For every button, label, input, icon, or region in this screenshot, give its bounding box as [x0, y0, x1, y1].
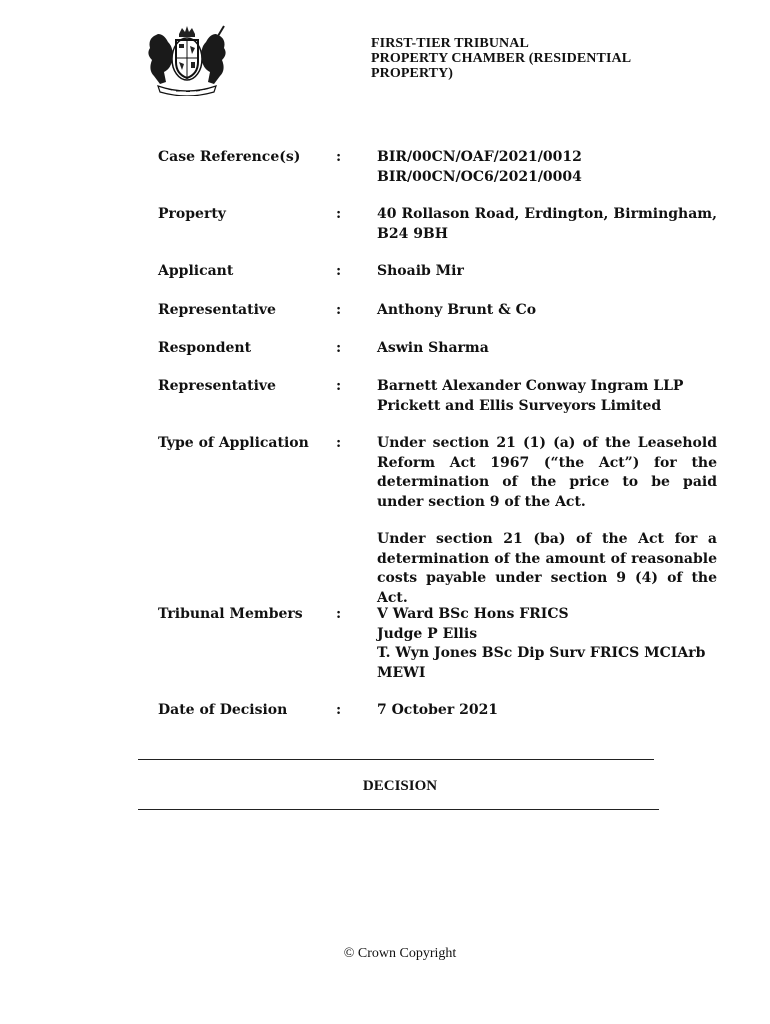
separator: :	[336, 263, 342, 279]
tribunal-line: PROPERTY)	[371, 66, 454, 81]
case-reference-value	[377, 148, 717, 187]
decision-heading: DECISION	[362, 778, 438, 794]
tribunal-name	[371, 36, 701, 81]
royal-coat-of-arms-icon	[144, 24, 230, 96]
applicant-representative-value: Anthony Brunt & Co	[377, 302, 537, 318]
separator: :	[336, 149, 342, 165]
application-paragraph: Under section 21 (1) (a) of the Leasehold Reform Act 1967 (“the Act”) for the determination of the price to be paid under section 9 of the Act.	[377, 435, 717, 510]
representative-label: Representative	[158, 302, 276, 318]
type-of-application-label: Type of Application	[158, 435, 309, 451]
representative-line: Prickett and Ellis Surveyors Limited	[377, 397, 662, 414]
tribunal-line: FIRST-TIER TRIBUNAL	[371, 36, 529, 51]
case-reference-line: BIR/00CN/OAF/2021/0012	[377, 149, 582, 165]
representative-label: Representative	[158, 378, 276, 394]
member-line: Judge P Ellis	[377, 625, 478, 642]
property-label: Property	[158, 206, 226, 222]
case-reference-line: BIR/00CN/OC6/2021/0004	[377, 168, 582, 185]
separator: :	[336, 302, 342, 318]
property-value: 40 Rollason Road, Erdington, Birmingham, B24 9BH	[377, 206, 717, 242]
representative-line: Barnett Alexander Conway Ingram LLP	[377, 378, 684, 394]
tribunal-line: PROPERTY CHAMBER (RESIDENTIAL	[371, 51, 632, 66]
member-line: MEWI	[377, 664, 426, 681]
separator: :	[336, 606, 342, 622]
date-of-decision-value: 7 October 2021	[377, 702, 499, 718]
tribunal-members-value	[377, 605, 717, 683]
separator: :	[336, 340, 342, 356]
separator: :	[336, 435, 342, 451]
type-of-application-value	[377, 434, 717, 608]
member-line: V Ward BSc Hons FRICS	[377, 606, 569, 622]
separator: :	[336, 702, 342, 718]
respondent-representative-value	[377, 377, 717, 416]
case-reference-label: Case Reference(s)	[158, 149, 301, 165]
divider-line	[138, 759, 654, 760]
divider-line	[138, 809, 659, 810]
separator: :	[336, 206, 342, 222]
applicant-value: Shoaib Mir	[377, 263, 464, 279]
member-line: T. Wyn Jones BSc Dip Surv FRICS MCIArb	[377, 645, 706, 661]
date-of-decision-label: Date of Decision	[158, 702, 288, 718]
tribunal-members-label: Tribunal Members	[158, 606, 303, 622]
separator: :	[336, 378, 342, 394]
respondent-label: Respondent	[158, 340, 252, 356]
applicant-label: Applicant	[158, 263, 234, 279]
application-paragraph: Under section 21 (ba) of the Act for a determination of the amount of reasonable costs payable under section 9 (4) of the Act.	[377, 531, 717, 606]
respondent-value: Aswin Sharma	[377, 340, 489, 356]
crown-copyright: © Crown Copyright	[343, 946, 457, 961]
